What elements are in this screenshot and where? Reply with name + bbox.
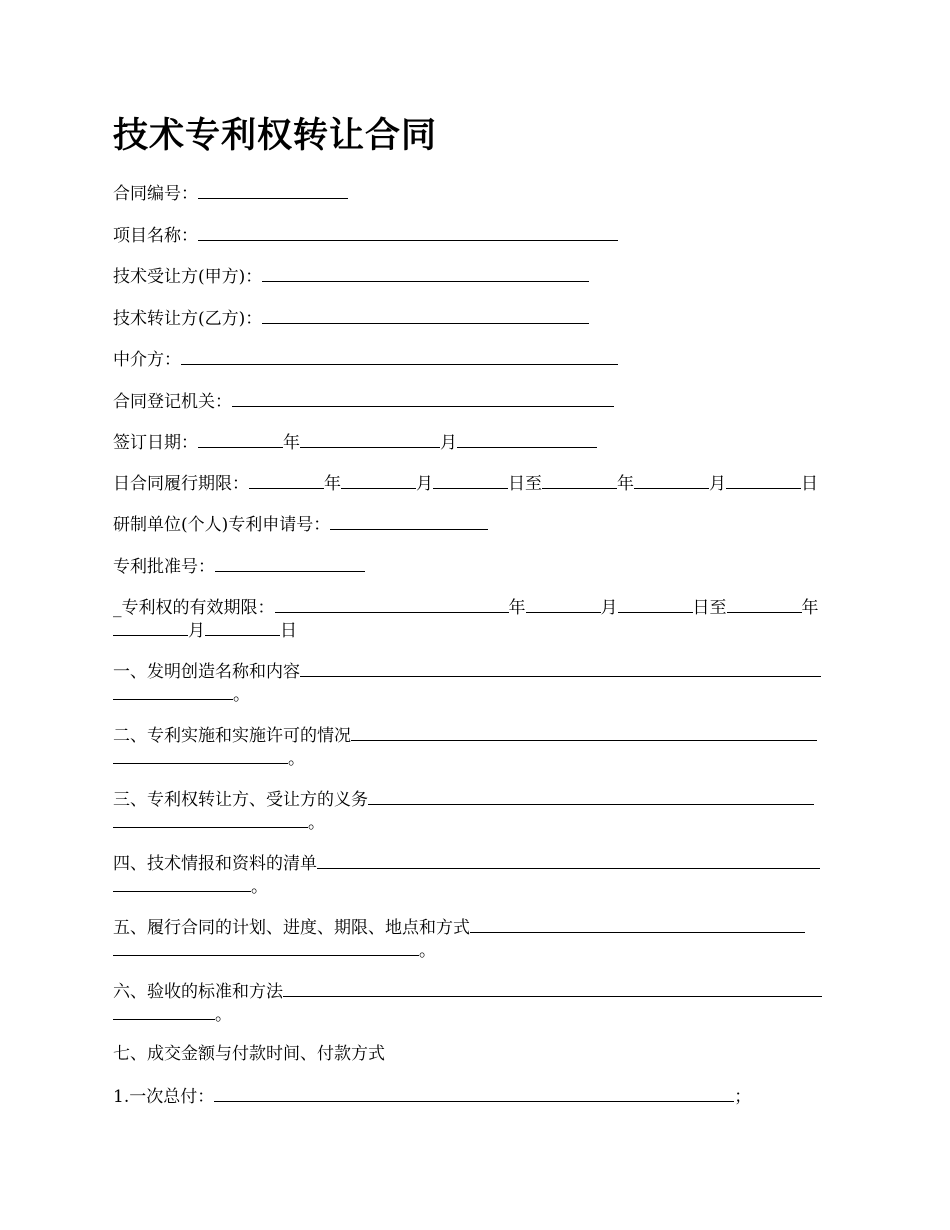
day-label: 日 <box>280 621 297 641</box>
section-6-blank-continued[interactable] <box>113 1001 215 1020</box>
section-1-blank[interactable] <box>300 658 821 677</box>
section-4-heading: 四、技术情报和资料的清单 <box>113 854 317 874</box>
application-no-label: 研制单位(个人)专利申请号： <box>113 515 331 535</box>
application-no-blank[interactable] <box>330 511 488 530</box>
validity-start-year-blank[interactable] <box>275 594 509 613</box>
term-end-day-blank[interactable] <box>726 470 801 489</box>
term-start-month-blank[interactable] <box>341 470 416 489</box>
section-2-blank-continued[interactable] <box>113 745 288 764</box>
section-1-blank-continued[interactable] <box>113 681 233 700</box>
sign-year-blank[interactable] <box>198 429 283 448</box>
section-4-blank-continued[interactable] <box>113 873 251 892</box>
period: 。 <box>308 813 325 833</box>
year-label: 年 <box>617 474 634 494</box>
period: 。 <box>251 877 268 897</box>
sign-month-blank[interactable] <box>300 429 440 448</box>
perform-term-label: 日合同履行期限： <box>113 474 249 494</box>
month-label: 月 <box>709 474 726 494</box>
project-name-row <box>113 222 618 248</box>
term-start-year-blank[interactable] <box>249 470 324 489</box>
month-label: 月 <box>440 433 457 453</box>
year-label: 年 <box>801 598 819 618</box>
contract-no-row <box>113 180 348 206</box>
application-no-row <box>113 511 488 537</box>
month-label: 月 <box>600 598 618 618</box>
sign-date-label: 签订日期： <box>113 433 198 453</box>
to-label: 日至 <box>692 598 727 618</box>
lump-sum-label: 1.一次总付： <box>113 1087 215 1107</box>
period: 。 <box>419 941 436 961</box>
section-2-blank[interactable] <box>351 722 817 741</box>
party-b-row <box>113 305 589 331</box>
year-label: 年 <box>283 433 300 453</box>
sign-date-row <box>113 429 597 455</box>
intermediary-label: 中介方： <box>113 350 181 370</box>
validity-end-year-blank[interactable] <box>727 594 802 613</box>
section-6-blank[interactable] <box>283 978 822 997</box>
month-label: 月 <box>416 474 433 494</box>
term-end-month-blank[interactable] <box>634 470 709 489</box>
section-2-row-continued <box>113 745 305 771</box>
registry-row <box>113 388 614 414</box>
project-name-label: 项目名称： <box>113 226 198 246</box>
section-3-row-continued <box>113 809 325 835</box>
section-2-heading: 二、专利实施和实施许可的情况 <box>113 726 351 746</box>
semicolon: ； <box>734 1087 752 1107</box>
section-3-heading: 三、专利权转让方、受让方的义务 <box>113 790 368 810</box>
registry-blank[interactable] <box>232 388 614 407</box>
document-title: 技术专利权转让合同 <box>113 116 438 156</box>
section-7-row <box>113 1042 385 1066</box>
period: 。 <box>288 749 305 769</box>
section-5-blank[interactable] <box>470 914 805 933</box>
approval-no-blank[interactable] <box>215 553 365 572</box>
party-b-label: 技术转让方(乙方)： <box>113 309 263 329</box>
day-label: 日 <box>801 474 818 494</box>
approval-no-label: 专利批准号： <box>113 557 215 577</box>
intermediary-row <box>113 346 618 372</box>
lump-sum-blank[interactable] <box>214 1083 734 1102</box>
section-4-row-continued <box>113 873 268 899</box>
section-4-blank[interactable] <box>317 850 820 869</box>
approval-no-row <box>113 553 365 579</box>
party-a-label: 技术受让方(甲方)： <box>113 267 263 287</box>
section-5-heading: 五、履行合同的计划、进度、期限、地点和方式 <box>113 918 470 938</box>
validity-end-day-blank[interactable] <box>205 617 280 636</box>
project-name-blank[interactable] <box>198 222 618 241</box>
payment-lump-sum-row <box>113 1083 751 1109</box>
party-a-row <box>113 263 589 289</box>
perform-term-row <box>113 470 818 496</box>
contract-no-label: 合同编号： <box>113 184 198 204</box>
validity-row-continued <box>113 617 297 643</box>
sign-day-blank[interactable] <box>457 429 597 448</box>
party-a-blank[interactable] <box>262 263 589 282</box>
section-6-heading: 六、验收的标准和方法 <box>113 982 283 1002</box>
term-end-year-blank[interactable] <box>542 470 617 489</box>
period: 。 <box>215 1005 232 1025</box>
section-3-blank[interactable] <box>368 786 814 805</box>
validity-end-month-blank[interactable] <box>113 617 188 636</box>
validity-start-day-blank[interactable] <box>618 594 693 613</box>
intermediary-blank[interactable] <box>181 346 618 365</box>
year-label: 年 <box>508 598 526 618</box>
validity-label: _专利权的有效期限： <box>113 598 275 618</box>
registry-label: 合同登记机关： <box>113 392 232 412</box>
month-label: 月 <box>188 621 205 641</box>
year-label: 年 <box>324 474 341 494</box>
validity-start-month-blank[interactable] <box>526 594 601 613</box>
to-label: 日至 <box>508 474 542 494</box>
contract-no-blank[interactable] <box>198 180 348 199</box>
section-3-blank-continued[interactable] <box>113 809 308 828</box>
period: 。 <box>233 685 250 705</box>
section-1-heading: 一、发明创造名称和内容 <box>113 662 300 682</box>
section-1-row-continued <box>113 681 250 707</box>
section-5-row-continued <box>113 937 436 963</box>
section-6-row-continued <box>113 1001 232 1027</box>
section-5-blank-continued[interactable] <box>113 937 419 956</box>
party-b-blank[interactable] <box>262 305 589 324</box>
term-start-day-blank[interactable] <box>433 470 508 489</box>
section-7-heading: 七、成交金额与付款时间、付款方式 <box>113 1044 385 1064</box>
